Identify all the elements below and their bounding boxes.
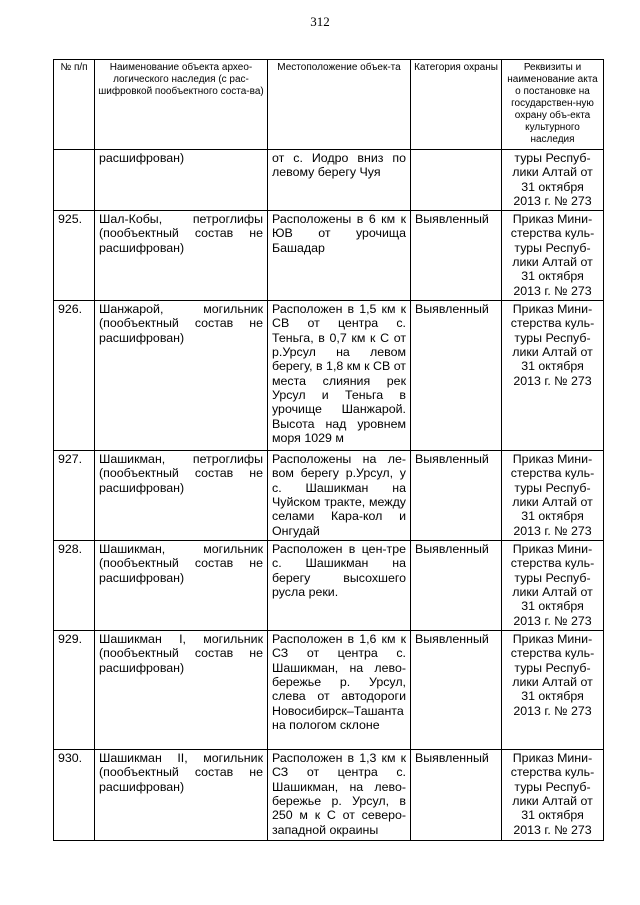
row-requisites: Приказ Мини-стерства куль-туры Респуб-лики Алтай от 31 октября 2013 г. № 273 bbox=[502, 631, 604, 750]
row-num bbox=[54, 150, 95, 211]
row-location: Расположен в цен-тре с. Шашикман на берегу высохшего русла реки. bbox=[268, 541, 411, 631]
table-row bbox=[54, 211, 604, 301]
row-name: Шал-Кобы, петроглифы (пообъектный состав не расшифрован) bbox=[95, 211, 268, 301]
row-category bbox=[411, 150, 502, 211]
row-name: Шашикман, могильник (пообъектный состав не расшифрован) bbox=[95, 541, 268, 631]
row-requisites: Приказ Мини-стерства куль-туры Респуб-лики Алтай от 31 октября 2013 г. № 273 bbox=[502, 211, 604, 301]
page-number: 312 bbox=[310, 14, 330, 29]
row-location: Расположен в 1,3 км к СЗ от центра с. Шашикман, на лево-бережье р. Урсул, в 250 м к С от северо-западной окраины bbox=[268, 750, 411, 841]
row-num: 925. bbox=[54, 211, 95, 301]
row-location: Расположен в 1,6 км к СЗ от центра с. Шашикман, на лево-бережье р. Урсул, слева от автодороги Новосибирск–Ташанта на пологом склоне bbox=[268, 631, 411, 750]
row-location: Расположен в 1,5 км к СВ от центра с. Теньга, в 0,7 км к С от р.Урсул на левом берегу, в 1,8 км к СВ от места слияния рек Урсул и Теньга в урочище Шанжарой. Высота над уровнем моря 1029 м bbox=[268, 301, 411, 451]
row-location: от с. Иодро вниз по левому берегу Чуя bbox=[268, 150, 411, 211]
row-name: Шашикман II, могильник (пообъектный состав не расшифрован) bbox=[95, 750, 268, 841]
table-row bbox=[54, 750, 604, 841]
row-category: Выявленный bbox=[411, 631, 502, 750]
header-name: Наименование объекта архео-логического наследия (с рас-шифровкой пообъектного соста-ва) bbox=[95, 60, 268, 150]
table-row bbox=[54, 631, 604, 750]
table-row bbox=[54, 301, 604, 451]
row-requisites: Приказ Мини-стерства куль-туры Респуб-лики Алтай от 31 октября 2013 г. № 273 bbox=[502, 750, 604, 841]
row-category: Выявленный bbox=[411, 750, 502, 841]
row-requisites: Приказ Мини-стерства куль-туры Респуб-лики Алтай от 31 октября 2013 г. № 273 bbox=[502, 541, 604, 631]
heritage-registry-table bbox=[53, 59, 604, 841]
header-num: № п/п bbox=[54, 60, 95, 150]
row-category: Выявленный bbox=[411, 541, 502, 631]
header-requisites: Реквизиты и наименование акта о постановке на государствен-ную охрану объ-екта культурного наследия bbox=[502, 60, 604, 150]
row-category: Выявленный bbox=[411, 451, 502, 541]
table-row bbox=[54, 541, 604, 631]
header-location: Местоположение объек-та bbox=[268, 60, 411, 150]
table-row bbox=[54, 451, 604, 541]
row-name: Шашикман I, могильник (пообъектный состав не расшифрован) bbox=[95, 631, 268, 750]
row-category: Выявленный bbox=[411, 211, 502, 301]
row-num: 929. bbox=[54, 631, 95, 750]
header-category: Категория охраны bbox=[411, 60, 502, 150]
row-location: Расположены в 6 км к ЮВ от урочища Башадар bbox=[268, 211, 411, 301]
table-header-row bbox=[54, 60, 604, 150]
row-num: 930. bbox=[54, 750, 95, 841]
row-requisites: Приказ Мини-стерства куль-туры Респуб-лики Алтай от 31 октября 2013 г. № 273 bbox=[502, 301, 604, 451]
row-num: 926. bbox=[54, 301, 95, 451]
table-row bbox=[54, 150, 604, 211]
row-location: Расположены на ле-вом берегу р.Урсул, у с. Шашикман на Чуйском тракте, между селами Кара-кол и Онгудай bbox=[268, 451, 411, 541]
row-num: 927. bbox=[54, 451, 95, 541]
row-num: 928. bbox=[54, 541, 95, 631]
row-requisites: Приказ Мини-стерства куль-туры Респуб-лики Алтай от 31 октября 2013 г. № 273 bbox=[502, 451, 604, 541]
row-name: Шанжарой, могильник (пообъектный состав не расшифрован) bbox=[95, 301, 268, 451]
row-name: расшифрован) bbox=[95, 150, 268, 211]
row-name: Шашикман, петроглифы (пообъектный состав не расшифрован) bbox=[95, 451, 268, 541]
row-category: Выявленный bbox=[411, 301, 502, 451]
row-requisites: туры Респуб-лики Алтай от 31 октября 2013 г. № 273 bbox=[502, 150, 604, 211]
